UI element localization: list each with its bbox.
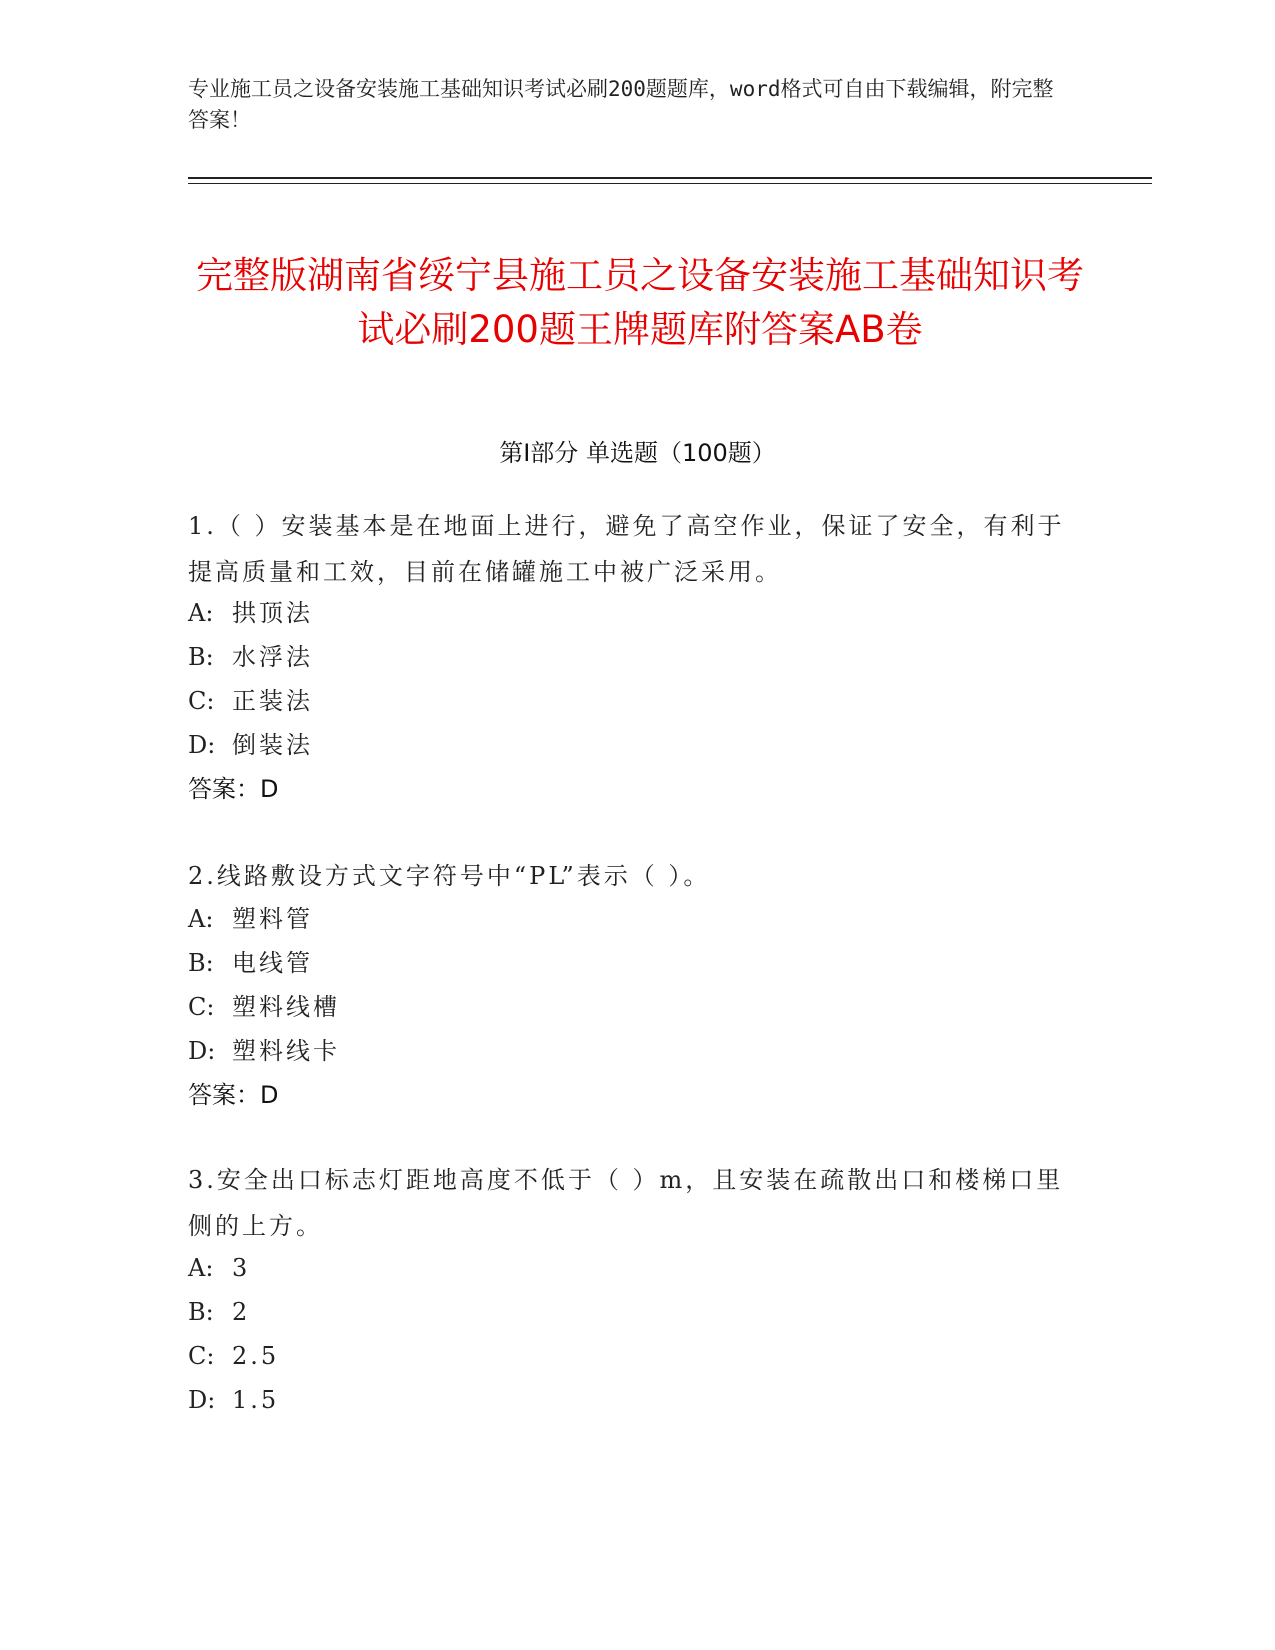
question-1-stem: 1.（ ）安装基本是在地面上进行，避免了高空作业，保证了安全，有利于提高质量和工效，目前在储罐施工中被广泛采用。 [188,512,1065,586]
option-key: D: [188,1386,216,1414]
option-text: 水浮法 [232,643,313,671]
option-key: A: [188,599,214,627]
header-note: 专业施工员之设备安装施工基础知识考试必刷200题题库，word格式可自由下载编辑，附完整答案！ [188,77,1054,132]
option-key: A: [188,905,214,933]
option-key: A: [188,1254,214,1282]
question-1-option-b [188,640,1068,674]
question-1-option-c [188,684,1068,718]
question-2-option-b [188,946,1068,980]
question-1-answer: 答案：D [188,775,279,803]
option-key: C: [188,687,215,715]
question-3-option-d [188,1383,1068,1417]
document-title: 完整版湖南省绥宁县施工员之设备安装施工基础知识考试必刷200题王牌题库附答案AB卷 [196,253,1084,351]
header-divider-thick [188,177,1152,179]
option-text: 2 [232,1298,251,1326]
question-2-answer: 答案：D [188,1081,279,1109]
option-key: D: [188,1037,216,1065]
option-text: 拱顶法 [232,599,313,627]
option-text: 1.5 [232,1386,280,1414]
question-2-stem: 2.线路敷设方式文字符号中“PL”表示（ ）。 [188,862,711,890]
question-3-option-b [188,1295,1068,1329]
option-key: C: [188,1342,215,1370]
question-2-option-a [188,902,1068,936]
section-heading: 第Ⅰ部分 单选题（100题） [499,439,776,467]
option-key: D: [188,731,216,759]
option-text: 塑料线卡 [232,1037,340,1065]
option-key: C: [188,993,215,1021]
question-3-option-c [188,1339,1068,1373]
option-key: B: [188,643,214,671]
option-key: B: [188,1298,214,1326]
question-1-option-a [188,596,1068,630]
option-text: 电线管 [232,949,313,977]
question-3-option-a [188,1251,1068,1285]
header-divider-thin [188,183,1152,184]
option-text: 塑料管 [232,905,313,933]
option-text: 2.5 [232,1342,280,1370]
question-1-option-d [188,728,1068,762]
question-2-option-d [188,1034,1068,1068]
question-3-stem: 3.安全出口标志灯距地高度不低于（ ）m，且安装在疏散出口和楼梯口里侧的上方。 [188,1166,1064,1240]
question-2-option-c [188,990,1068,1024]
option-key: B: [188,949,214,977]
option-text: 3 [232,1254,251,1282]
option-text: 塑料线槽 [232,993,340,1021]
option-text: 正装法 [232,687,313,715]
option-text: 倒装法 [232,731,313,759]
